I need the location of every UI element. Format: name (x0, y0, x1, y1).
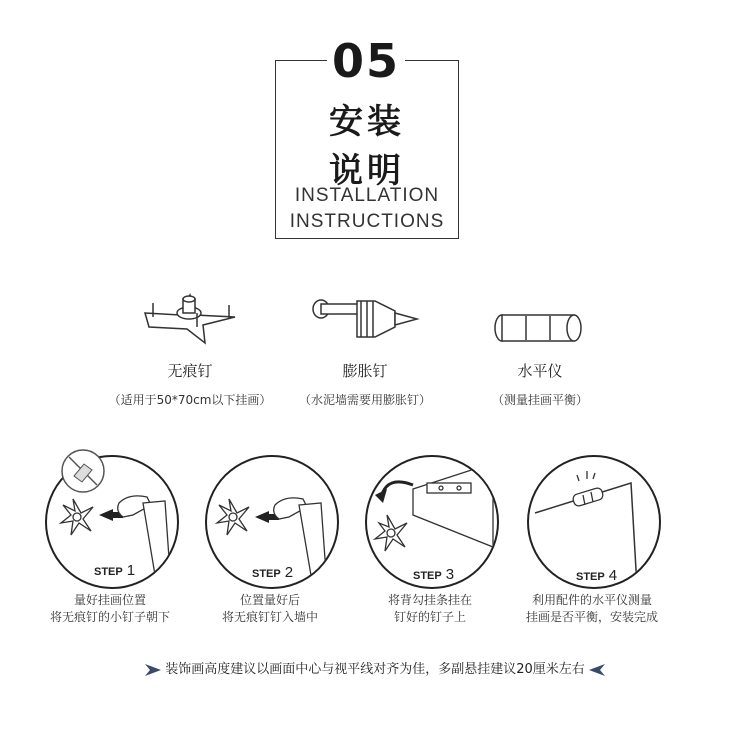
bottom-note-text: 装饰画高度建议以画面中心与视平线对齐为佳，多副悬挂建议20厘米左右 (165, 662, 585, 677)
tool-note: （水泥墙需要用膨胀钉） (298, 393, 431, 407)
section-number: 05 (331, 34, 400, 88)
title-cn-line2: 说明 (329, 151, 405, 191)
no-tool-warning-icon (60, 448, 106, 494)
title-en-line1: INSTALLATION (294, 185, 440, 206)
title-cn-line1: 安装 (329, 102, 405, 142)
tool-name: 水平仪 (517, 362, 563, 380)
step-4-description: 利用配件的水平仪测量 挂画是否平衡，安装完成 (525, 593, 658, 624)
step-3-description: 将背勾挂条挂在 钉好的钉子上 (387, 593, 472, 624)
header-frame-top-right (405, 60, 458, 61)
tool-spirit-level (440, 360, 640, 408)
spirit-level-icon (492, 308, 587, 348)
step-1-description: 量好挂画位置 将无痕钉的小钉子朝下 (49, 593, 170, 624)
step-3-label: STEP 3 (413, 566, 455, 583)
step-2-label: STEP 2 (252, 564, 294, 581)
tool-note: （适用于50*70cm以下挂画） (108, 393, 272, 407)
tool-name: 无痕钉 (167, 362, 213, 380)
title-en-line2: INSTRUCTIONS (289, 211, 445, 232)
tool-expansion-nail (265, 360, 465, 408)
arrow-left-icon (589, 664, 605, 676)
expansion-nail-icon (305, 295, 425, 345)
step-4-label: STEP 4 (576, 567, 618, 584)
tool-note: （测量挂画平衡） (491, 393, 588, 407)
step-1-label: STEP 1 (94, 562, 136, 579)
step-2-description: 位置量好后 将无痕钉钉入墙中 (221, 593, 318, 624)
tool-name: 膨胀钉 (342, 362, 388, 380)
arrow-right-icon (145, 664, 161, 676)
bottom-note (0, 658, 750, 677)
tool-traceless-nail (90, 360, 290, 408)
traceless-nail-icon (135, 285, 245, 345)
